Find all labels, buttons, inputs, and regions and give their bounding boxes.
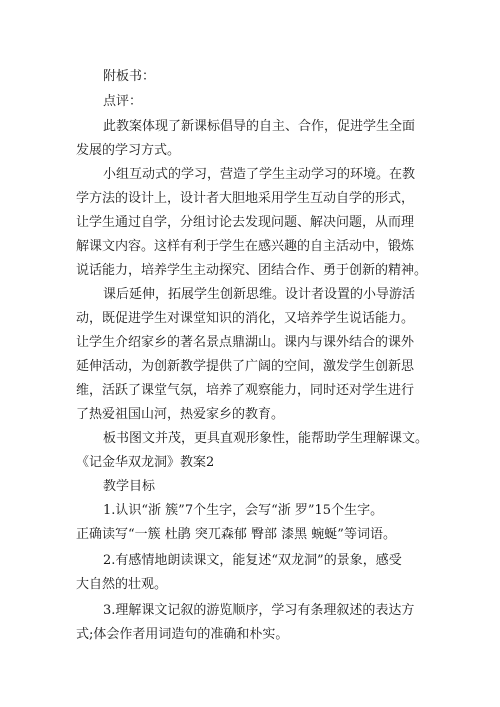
objective-line: 3.理解课文记叙的游览顺序，学习有条理叙述的表达方 — [103, 603, 415, 618]
paragraph-line: 发展的学习方式。 — [76, 143, 181, 158]
paragraph-line: 解课文内容。这样有利于学生在感兴趣的自主活动中，锻炼 — [76, 239, 415, 254]
paragraph-line: 动，既促进学生对课堂知识的消化，又培养学生说话能力。 — [76, 311, 415, 326]
paragraph-line: 学方法的设计上，设计者大胆地采用学生互动自学的形式， — [76, 191, 415, 206]
paragraph-line: 此教案体现了新课标倡导的自主、合作，促进学生全面 — [103, 119, 416, 134]
paragraph-line: 了热爱祖国山河，热爱家乡的教育。 — [76, 407, 285, 422]
objective-line: 式;体会作者用词造句的准确和朴实。 — [76, 627, 289, 642]
objective-line: 2.有感情地朗读课文，能复述“双龙洞”的景象，感受 — [103, 553, 402, 568]
paragraph-line: 让学生通过自学，分组讨论去发现问题、解决问题，从而理 — [76, 215, 415, 230]
objective-line: 正确读写“一簇 杜鹃 突兀森郁 臀部 漆黑 蜿蜒”等词语。 — [76, 527, 396, 542]
paragraph-line: 说话能力，培养学生主动探究、团结合作、勇于创新的精神。 — [76, 263, 428, 278]
board-label: 附板书： — [103, 69, 156, 84]
objective-line: 大自然的壮观。 — [76, 577, 168, 592]
paragraph-line: 延伸活动，为创新教学提供了广阔的空间，激发学生创新思 — [76, 359, 415, 374]
paragraph-line: 板书图文并茂，更具直观形象性，能帮助学生理解课文。 — [103, 431, 429, 446]
comment-label: 点评： — [103, 94, 143, 109]
paragraph-line: 小组互动式的学习，营造了学生主动学习的环境。在教 — [103, 167, 416, 182]
lesson-title: 《记金华双龙洞》教案2 — [76, 455, 215, 470]
paragraph-line: 课后延伸，拓展学生创新思维。设计者设置的小导游活 — [103, 287, 416, 302]
objective-line: 1.认识“浙 簇”7个生字，会写“浙 罗”15个生字。 — [103, 503, 384, 518]
paragraph-line: 维，活跃了课堂气氛，培养了观察能力，同时还对学生进行 — [76, 383, 415, 398]
section-heading: 教学目标 — [103, 479, 156, 494]
paragraph-line: 让学生介绍家乡的著名景点鼎湖山。课内与课外结合的课外 — [76, 335, 415, 350]
